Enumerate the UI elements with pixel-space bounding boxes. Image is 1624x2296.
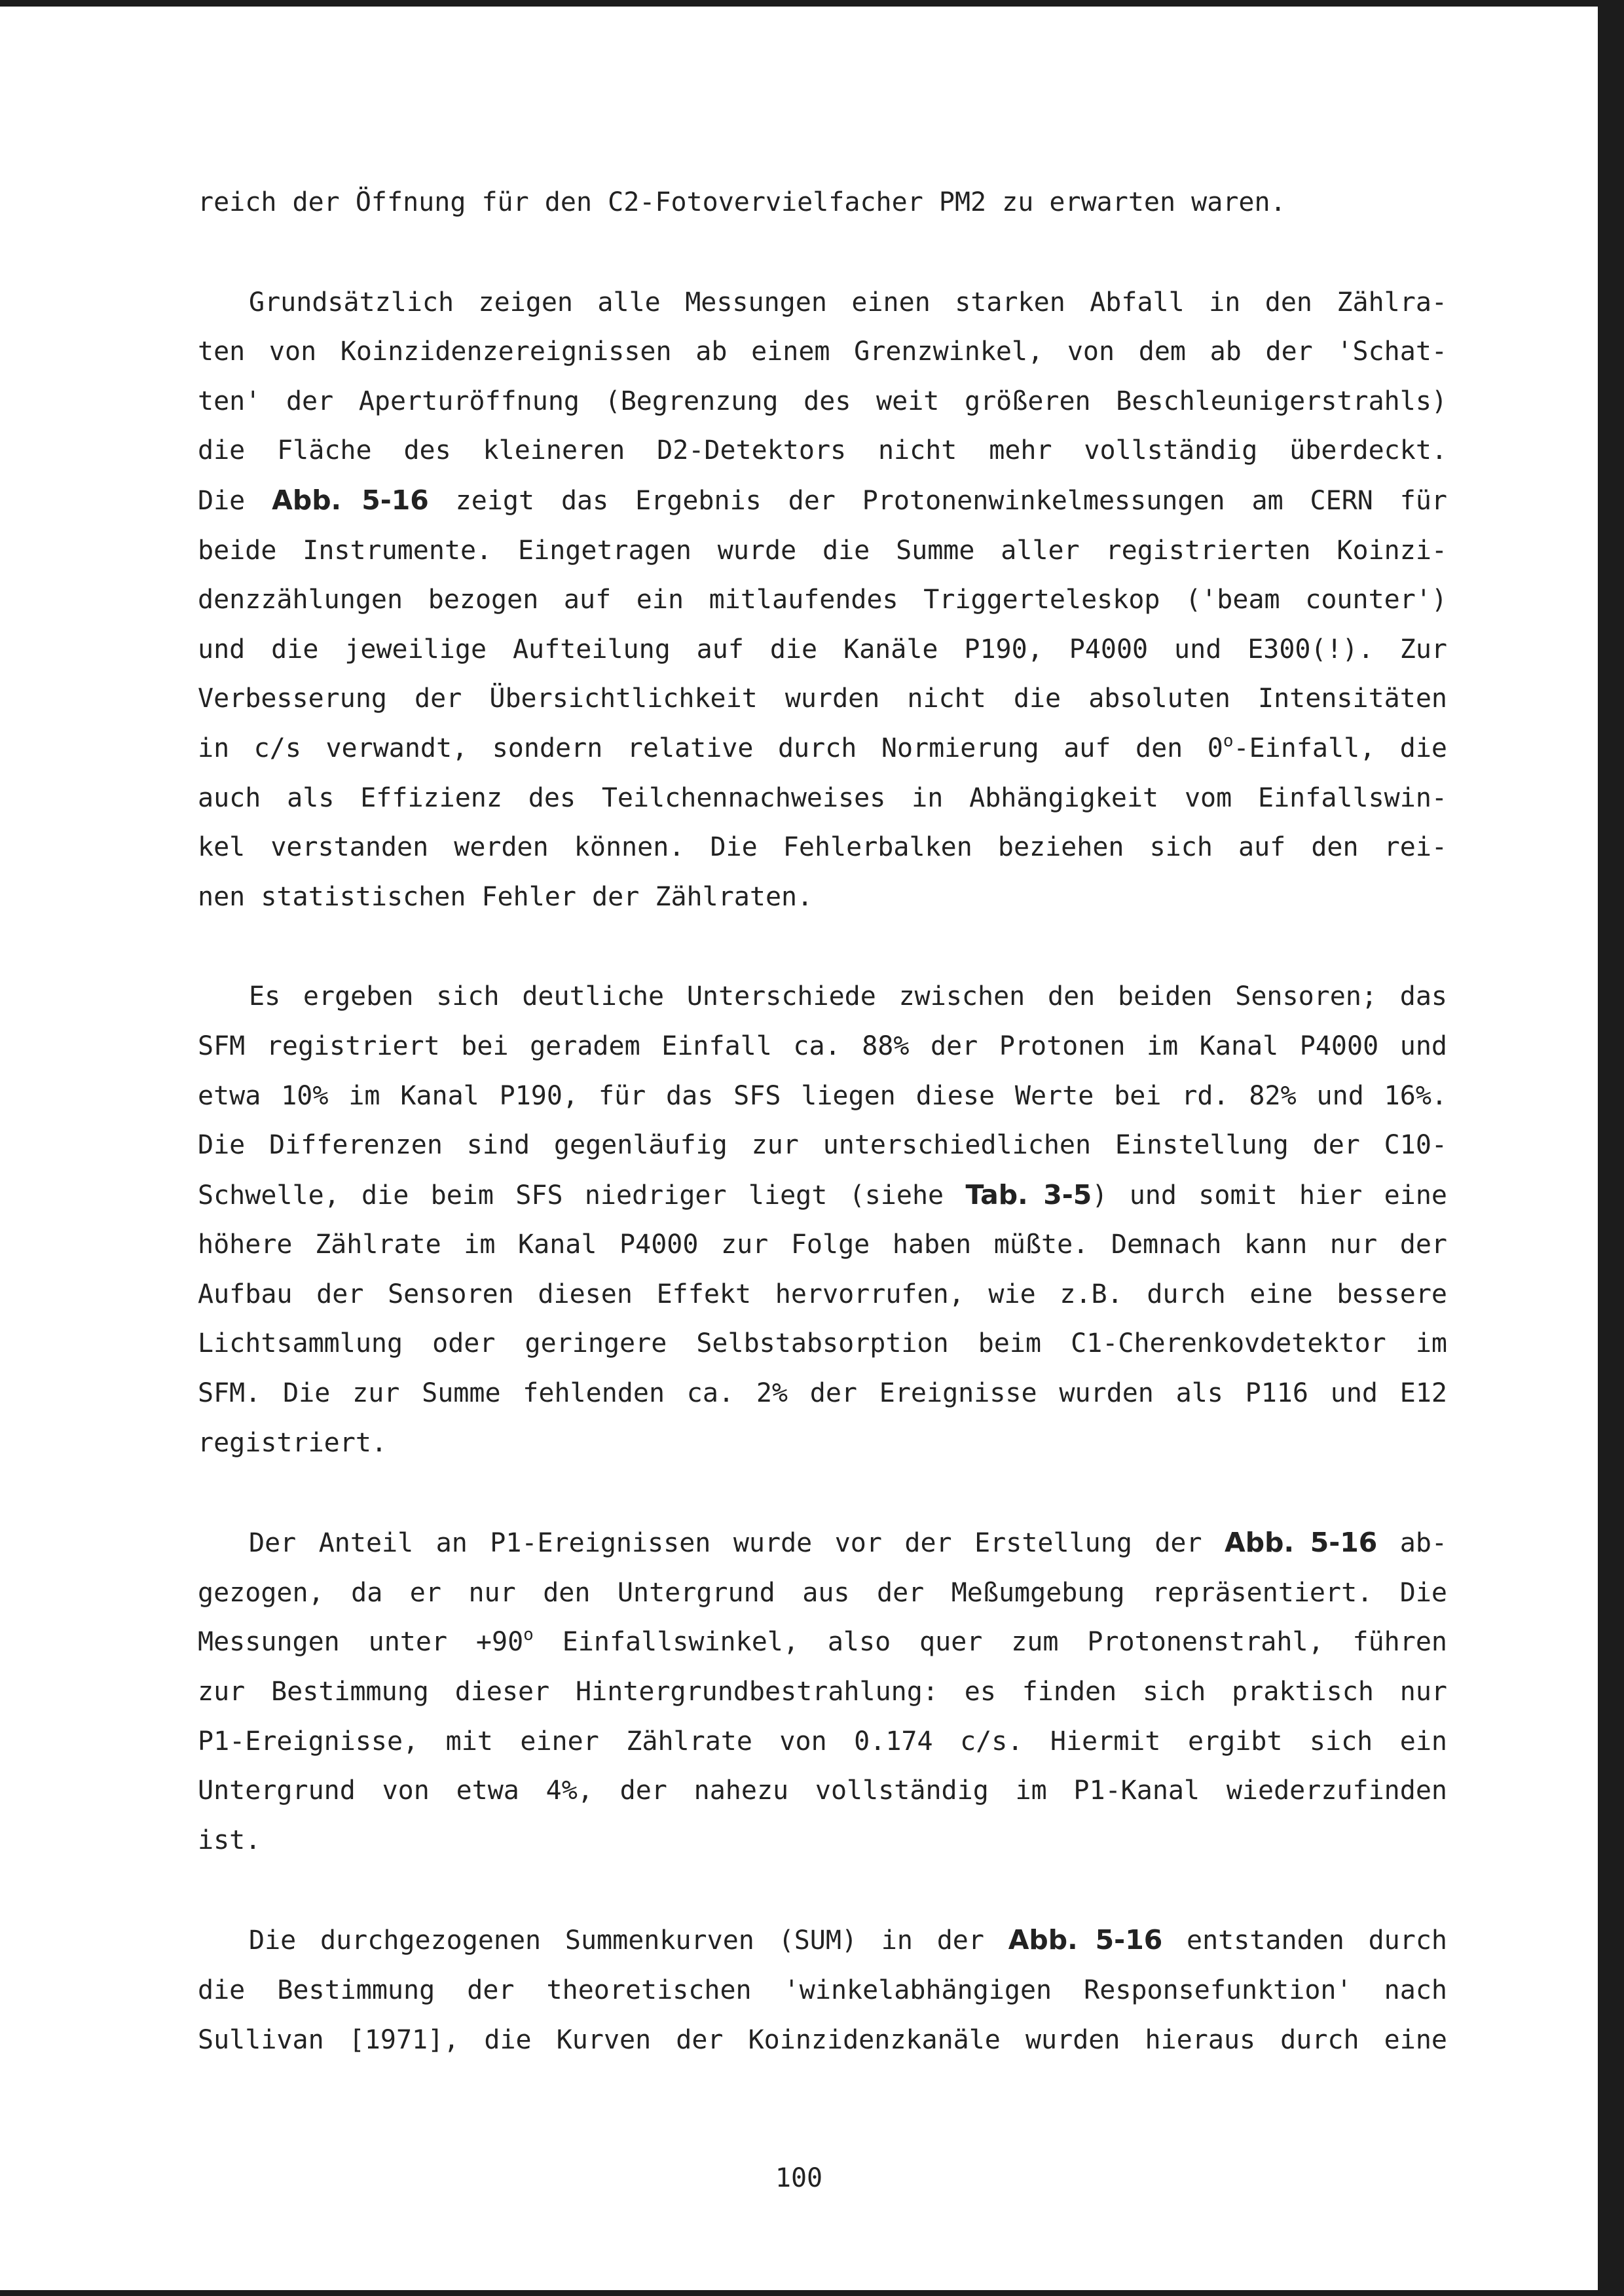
text-line: zur Bestimmung dieser Hintergrundbestrahlung: es finden sich praktisch nur [198,1677,1447,1707]
reference-label: Abb. 5-16 [1225,1527,1378,1559]
text-line: die Fläche des kleineren D2-Detektors nicht mehr vollständig überdeckt. [198,435,1447,466]
text-line: Schwelle, die beim SFS niedriger liegt (siehe Tab. 3-5) und somit hier eine [198,1178,1447,1211]
degree-sign: o [1223,731,1234,751]
text-line: die Bestimmung der theoretischen 'winkelabhängigen Responsefunktion' nach [198,1975,1447,2005]
text-line: SFM. Die zur Summe fehlenden ca. 2% der Ereignisse wurden als P116 und E12 [198,1378,1447,1409]
text-line: Der Anteil an P1-Ereignissen wurde vor der Erstellung der Abb. 5-16 ab- [249,1527,1447,1559]
text-line: höhere Zählrate im Kanal P4000 zur Folge haben müßte. Demnach kann nur der [198,1230,1447,1260]
text-line: etwa 10% im Kanal P190, für das SFS liegen diese Werte bei rd. 82% und 16%. [198,1080,1447,1111]
paragraph [198,178,1447,228]
text-line: Verbesserung der Übersichtlichkeit wurden nicht die absoluten Intensitäten [198,683,1447,714]
document-page [0,7,1598,2290]
text-line: ten' der Aperturöffnung (Begrenzung des weit größeren Beschleunigerstrahls) [198,386,1447,416]
text-line: kel verstanden werden können. Die Fehlerbalken beziehen sich auf den rei- [198,832,1447,863]
text-line: gezogen, da er nur den Untergrund aus der Meßumgebung repräsentiert. Die [198,1577,1447,1608]
text-line: Die Differenzen sind gegenläufig zur unterschiedlichen Einstellung der C10- [198,1130,1447,1161]
text-line: Die Abb. 5-16 zeigt das Ergebnis der Protonenwinkelmessungen am CERN für [198,484,1447,516]
text-line: und die jeweilige Aufteilung auf die Kanäle P190, P4000 und E300(!). Zur [198,634,1447,665]
text-line: ist. [198,1825,261,1855]
paragraph [198,972,1447,1468]
text-line: in c/s verwandt, sondern relative durch Normierung auf den 0$^o$-Einfall, die [198,731,1448,763]
text-line: reich der Öffnung für den C2-Fotovervielfacher PM2 zu erwarten waren. [198,187,1286,217]
reference-label: Abb. 5-16 [272,484,429,516]
reference-label: Abb. 5-16 [1008,1924,1163,1956]
text-line: auch als Effizienz des Teilchennachweises in Abhängigkeit vom Einfallswin- [198,782,1447,813]
text-line: ten von Koinzidenzereignissen ab einem Grenzwinkel, von dem ab der 'Schat- [198,337,1447,367]
paragraph [198,1518,1447,1865]
text-line: Untergrund von etwa 4%, der nahezu vollständig im P1-Kanal wiederzufinden [198,1776,1447,1806]
degree-sign: o [523,1625,534,1645]
text-line: P1-Ereignisse, mit einer Zählrate von 0.174 c/s. Hiermit ergibt sich ein [198,1726,1447,1757]
text-line: Messungen unter $+90^o$ Einfallswinkel, also quer zum Protonenstrahl, führen [198,1625,1447,1658]
text-line: Grundsätzlich zeigen alle Messungen einen starken Abfall in den Zählra- [249,287,1447,318]
reference-label: Tab. 3-5 [965,1178,1092,1211]
text-line: beide Instrumente. Eingetragen wurde die Summe aller registrierten Koinzi- [198,535,1447,566]
text-line: Die durchgezogenen Summenkurven (SUM) in der Abb. 5-16 entstanden durch [249,1924,1447,1956]
paragraph [198,278,1447,922]
text-line: nen statistischen Fehler der Zählraten. [198,881,813,912]
text-line: denzzählungen bezogen auf ein mitlaufendes Triggerteleskop ('beam counter') [198,585,1447,615]
body-text [198,178,1447,2115]
text-line: Sullivan [1971], die Kurven der Koinzidenzkanäle wurden hieraus durch eine [198,2024,1447,2055]
text-line: registriert. [198,1427,387,1458]
text-line: Lichtsammlung oder geringere Selbstabsorption beim C1-Cherenkovdetektor im [198,1328,1447,1359]
page-number: 100 [775,2163,823,2193]
text-line: SFM registriert bei geradem Einfall ca. 88% der Protonen im Kanal P4000 und [198,1030,1447,1061]
text-line: Es ergeben sich deutliche Unterschiede zwischen den beiden Sensoren; das [249,981,1447,1012]
paragraph [198,1916,1447,2065]
text-line: Aufbau der Sensoren diesen Effekt hervorrufen, wie z.B. durch eine bessere [198,1279,1447,1309]
